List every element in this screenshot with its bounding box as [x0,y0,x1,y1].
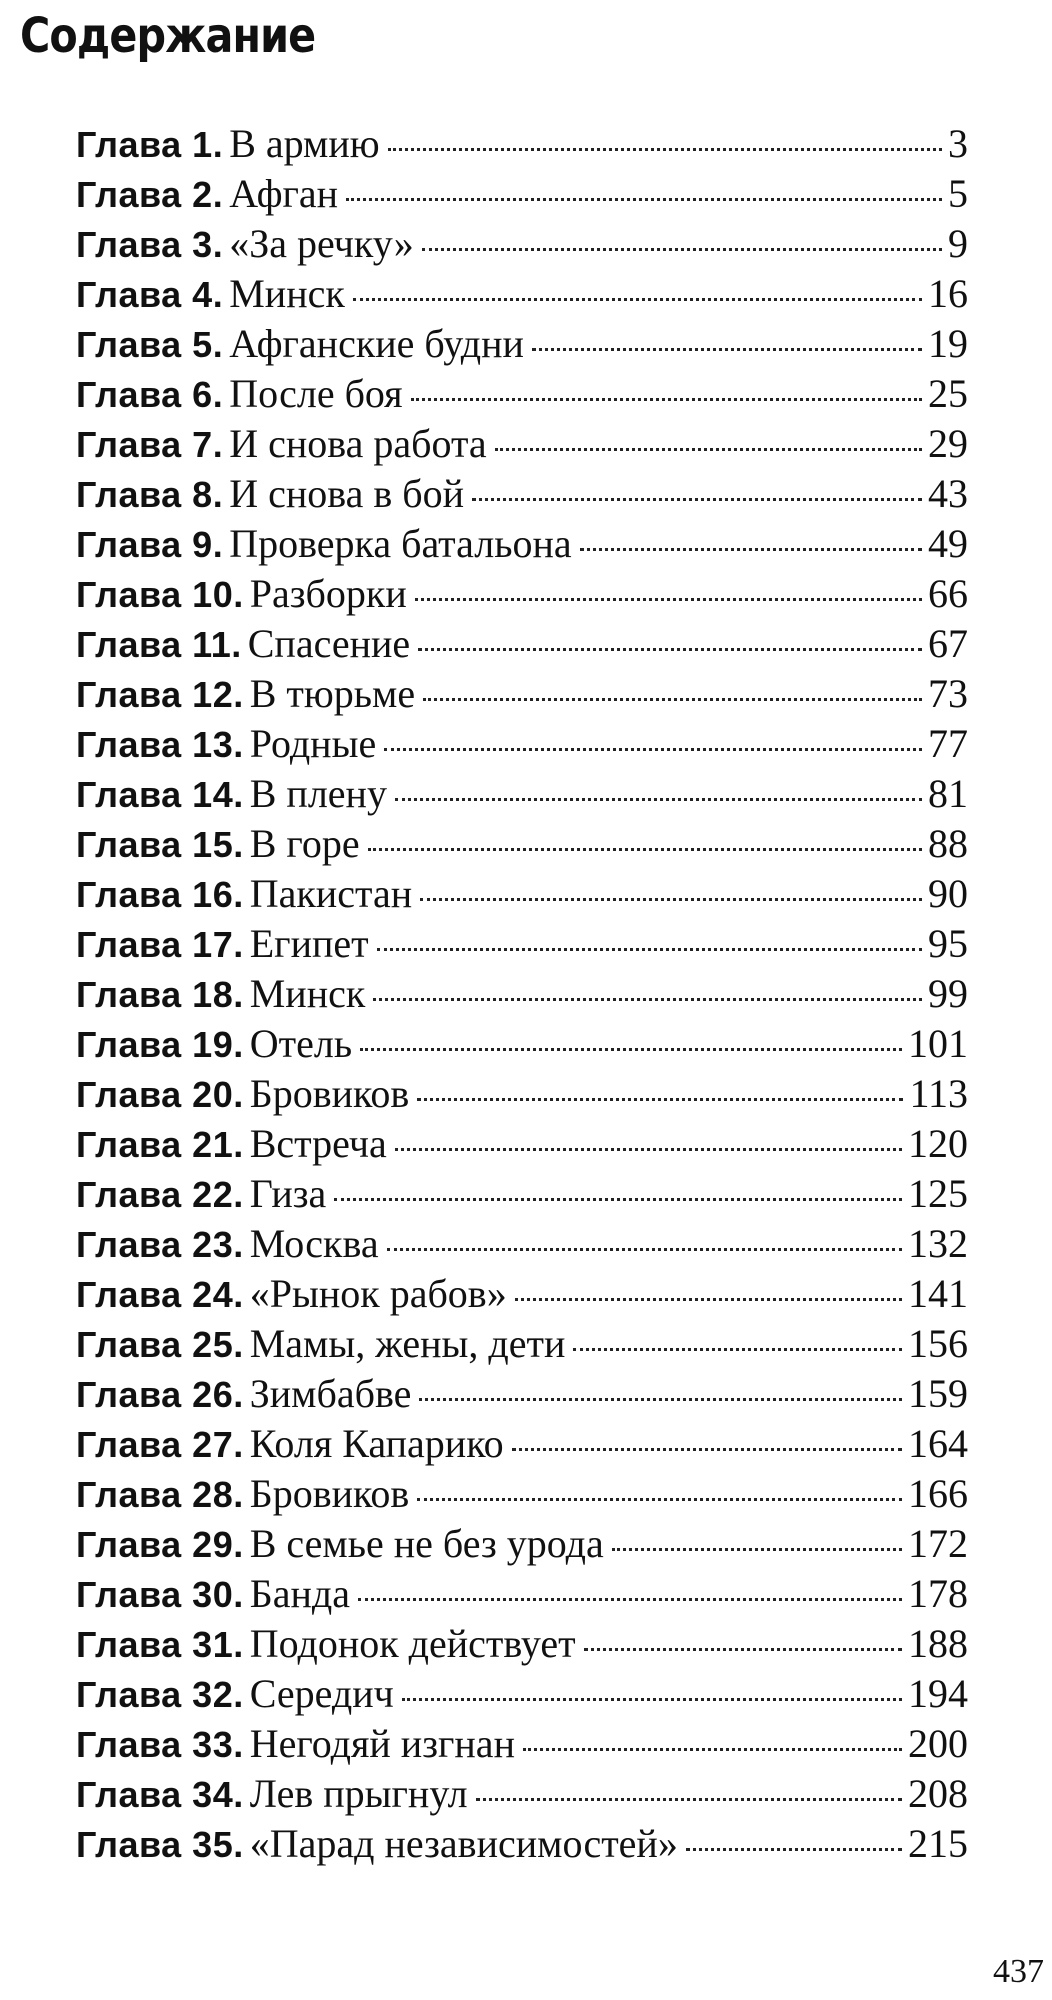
toc-entry [76,369,968,419]
toc-entry [76,1319,968,1369]
chapter-label: Глава 8. [76,474,224,515]
dot-leader [368,848,922,851]
toc-entry [76,1419,968,1469]
toc-entry [76,869,968,919]
dot-leader [395,798,922,801]
chapter-page-number: 67 [928,621,968,666]
chapter-title: В семье не без урода [249,1521,604,1566]
chapter-title: Пакистан [249,871,413,916]
chapter-title: Середич [249,1671,394,1716]
chapter-page-number: 16 [928,271,968,316]
chapter-title: Бровиков [249,1471,410,1516]
dot-leader [360,1048,902,1051]
chapter-page-number: 194 [908,1671,968,1716]
dot-leader [495,448,922,451]
toc-entry [76,919,968,969]
chapter-page-number: 66 [928,571,968,616]
dot-leader [411,398,922,401]
chapter-page-number: 208 [908,1771,968,1816]
chapter-title: Мамы, жены, дети [249,1321,566,1366]
chapter-label: Глава 22. [76,1174,244,1215]
chapter-page-number: 178 [908,1571,968,1616]
chapter-label: Глава 1. [76,124,224,165]
chapter-page-number: 88 [928,821,968,866]
dot-leader [402,1698,902,1701]
toc-entry [76,119,968,169]
dot-leader [377,948,922,951]
chapter-label: Глава 32. [76,1674,244,1715]
chapter-title: Египет [249,921,369,966]
toc-entry [76,969,968,1019]
dot-leader [415,598,922,601]
toc-entry [76,1819,968,1869]
chapter-page-number: 77 [928,721,968,766]
dot-leader [346,198,942,201]
toc-entry [76,269,968,319]
toc-entry [76,169,968,219]
dot-leader [476,1798,902,1801]
chapter-label: Глава 23. [76,1224,244,1265]
chapter-label: Глава 20. [76,1074,244,1115]
chapter-title: В армию [229,121,380,166]
toc-entry [76,319,968,369]
chapter-label: Глава 14. [76,774,244,815]
chapter-page-number: 215 [908,1821,968,1866]
toc-entry [76,1469,968,1519]
chapter-title: Минск [249,971,366,1016]
dot-leader [387,1248,902,1251]
chapter-title: «За речку» [229,221,414,266]
toc-entry [76,519,968,569]
chapter-title: Гиза [249,1171,327,1216]
chapter-title: Лев прыгнул [249,1771,468,1816]
toc-entry [76,1619,968,1669]
chapter-title: Зимбабве [249,1371,412,1416]
chapter-page-number: 9 [948,221,968,266]
chapter-label: Глава 33. [76,1724,244,1765]
dot-leader [418,648,922,651]
table-of-contents [76,119,968,1869]
dot-leader [515,1298,902,1301]
toc-entry [76,1169,968,1219]
chapter-label: Глава 3. [76,224,224,265]
toc-entry [76,1669,968,1719]
chapter-title: Разборки [249,571,407,616]
chapter-title: Афган [229,171,339,216]
page-title: Содержание [20,8,316,64]
chapter-title: В плену [249,771,387,816]
toc-entry [76,1569,968,1619]
chapter-page-number: 81 [928,771,968,816]
chapter-label: Глава 26. [76,1374,244,1415]
chapter-page-number: 113 [909,1071,968,1116]
dot-leader [686,1848,902,1851]
chapter-title: Негодяй изгнан [249,1721,515,1766]
chapter-label: Глава 4. [76,274,224,315]
chapter-title: «Парад независимостей» [249,1821,678,1866]
chapter-page-number: 29 [928,421,968,466]
chapter-label: Глава 34. [76,1774,244,1815]
chapter-title: Отель [249,1021,353,1066]
chapter-page-number: 120 [908,1121,968,1166]
toc-entry [76,1519,968,1569]
toc-entry [76,219,968,269]
chapter-page-number: 73 [928,671,968,716]
chapter-page-number: 3 [948,121,968,166]
chapter-page-number: 5 [948,171,968,216]
dot-leader [472,498,922,501]
toc-entry [76,1719,968,1769]
dot-leader [334,1198,902,1201]
chapter-label: Глава 24. [76,1274,244,1315]
toc-entry [76,1019,968,1069]
chapter-page-number: 43 [928,471,968,516]
chapter-page-number: 141 [908,1271,968,1316]
chapter-label: Глава 19. [76,1024,244,1065]
chapter-title: Банда [249,1571,350,1616]
toc-entry [76,1269,968,1319]
chapter-label: Глава 35. [76,1824,244,1865]
chapter-title: Коля Капарико [249,1421,504,1466]
chapter-label: Глава 7. [76,424,224,465]
chapter-page-number: 159 [908,1371,968,1416]
dot-leader [420,898,922,901]
toc-entry [76,719,968,769]
chapter-title: И снова работа [229,421,487,466]
dot-leader [423,698,922,701]
chapter-title: В тюрьме [249,671,416,716]
toc-entry [76,1369,968,1419]
chapter-title: Проверка батальона [229,521,572,566]
chapter-label: Глава 17. [76,924,244,965]
toc-entry [76,1219,968,1269]
toc-entry [76,819,968,869]
chapter-title: Афганские будни [229,321,524,366]
chapter-title: «Рынок рабов» [249,1271,507,1316]
chapter-label: Глава 30. [76,1574,244,1615]
chapter-title: Спасение [247,621,411,666]
toc-entry [76,1069,968,1119]
dot-leader [353,298,922,301]
dot-leader [358,1598,902,1601]
dot-leader [384,748,922,751]
chapter-label: Глава 27. [76,1424,244,1465]
toc-entry [76,569,968,619]
chapter-title: Родные [249,721,377,766]
chapter-label: Глава 16. [76,874,244,915]
chapter-title: После боя [229,371,403,416]
toc-entry [76,669,968,719]
chapter-page-number: 164 [908,1421,968,1466]
chapter-page-number: 200 [908,1721,968,1766]
chapter-page-number: 188 [908,1621,968,1666]
chapter-page-number: 166 [908,1471,968,1516]
toc-entry [76,619,968,669]
dot-leader [395,1148,902,1151]
chapter-page-number: 19 [928,321,968,366]
chapter-page-number: 172 [908,1521,968,1566]
chapter-label: Глава 18. [76,974,244,1015]
toc-entry [76,1769,968,1819]
dot-leader [612,1548,902,1551]
dot-leader [417,1098,903,1101]
dot-leader [532,348,922,351]
chapter-page-number: 125 [908,1171,968,1216]
chapter-label: Глава 12. [76,674,244,715]
chapter-page-number: 95 [928,921,968,966]
chapter-label: Глава 11. [76,624,242,665]
chapter-page-number: 49 [928,521,968,566]
chapter-label: Глава 9. [76,524,224,565]
chapter-label: Глава 5. [76,324,224,365]
chapter-title: В горе [249,821,360,866]
chapter-page-number: 25 [928,371,968,416]
toc-entry [76,469,968,519]
chapter-page-number: 156 [908,1321,968,1366]
dot-leader [417,1498,902,1501]
chapter-title: Встреча [249,1121,387,1166]
dot-leader [580,548,922,551]
dot-leader [419,1398,902,1401]
chapter-title: Минск [229,271,345,316]
dot-leader [422,248,942,251]
chapter-page-number: 101 [908,1021,968,1066]
chapter-title: Подонок действует [249,1621,576,1666]
chapter-label: Глава 6. [76,374,224,415]
toc-entry [76,769,968,819]
dot-leader [373,998,922,1001]
chapter-label: Глава 29. [76,1524,244,1565]
toc-entry [76,419,968,469]
chapter-page-number: 90 [928,871,968,916]
chapter-page-number: 99 [928,971,968,1016]
chapter-label: Глава 31. [76,1624,244,1665]
chapter-page-number: 132 [908,1221,968,1266]
page-number: 437 [993,1953,1044,1990]
dot-leader [573,1348,902,1351]
toc-entry [76,1119,968,1169]
dot-leader [512,1448,902,1451]
chapter-label: Глава 10. [76,574,244,615]
chapter-label: Глава 13. [76,724,244,765]
chapter-label: Глава 28. [76,1474,244,1515]
chapter-label: Глава 15. [76,824,244,865]
chapter-title: Бровиков [249,1071,410,1116]
chapter-title: Москва [249,1221,379,1266]
dot-leader [388,148,942,151]
dot-leader [584,1648,902,1651]
chapter-label: Глава 25. [76,1324,244,1365]
chapter-label: Глава 2. [76,174,224,215]
chapter-label: Глава 21. [76,1124,244,1165]
chapter-title: И снова в бой [229,471,465,516]
dot-leader [523,1748,902,1751]
